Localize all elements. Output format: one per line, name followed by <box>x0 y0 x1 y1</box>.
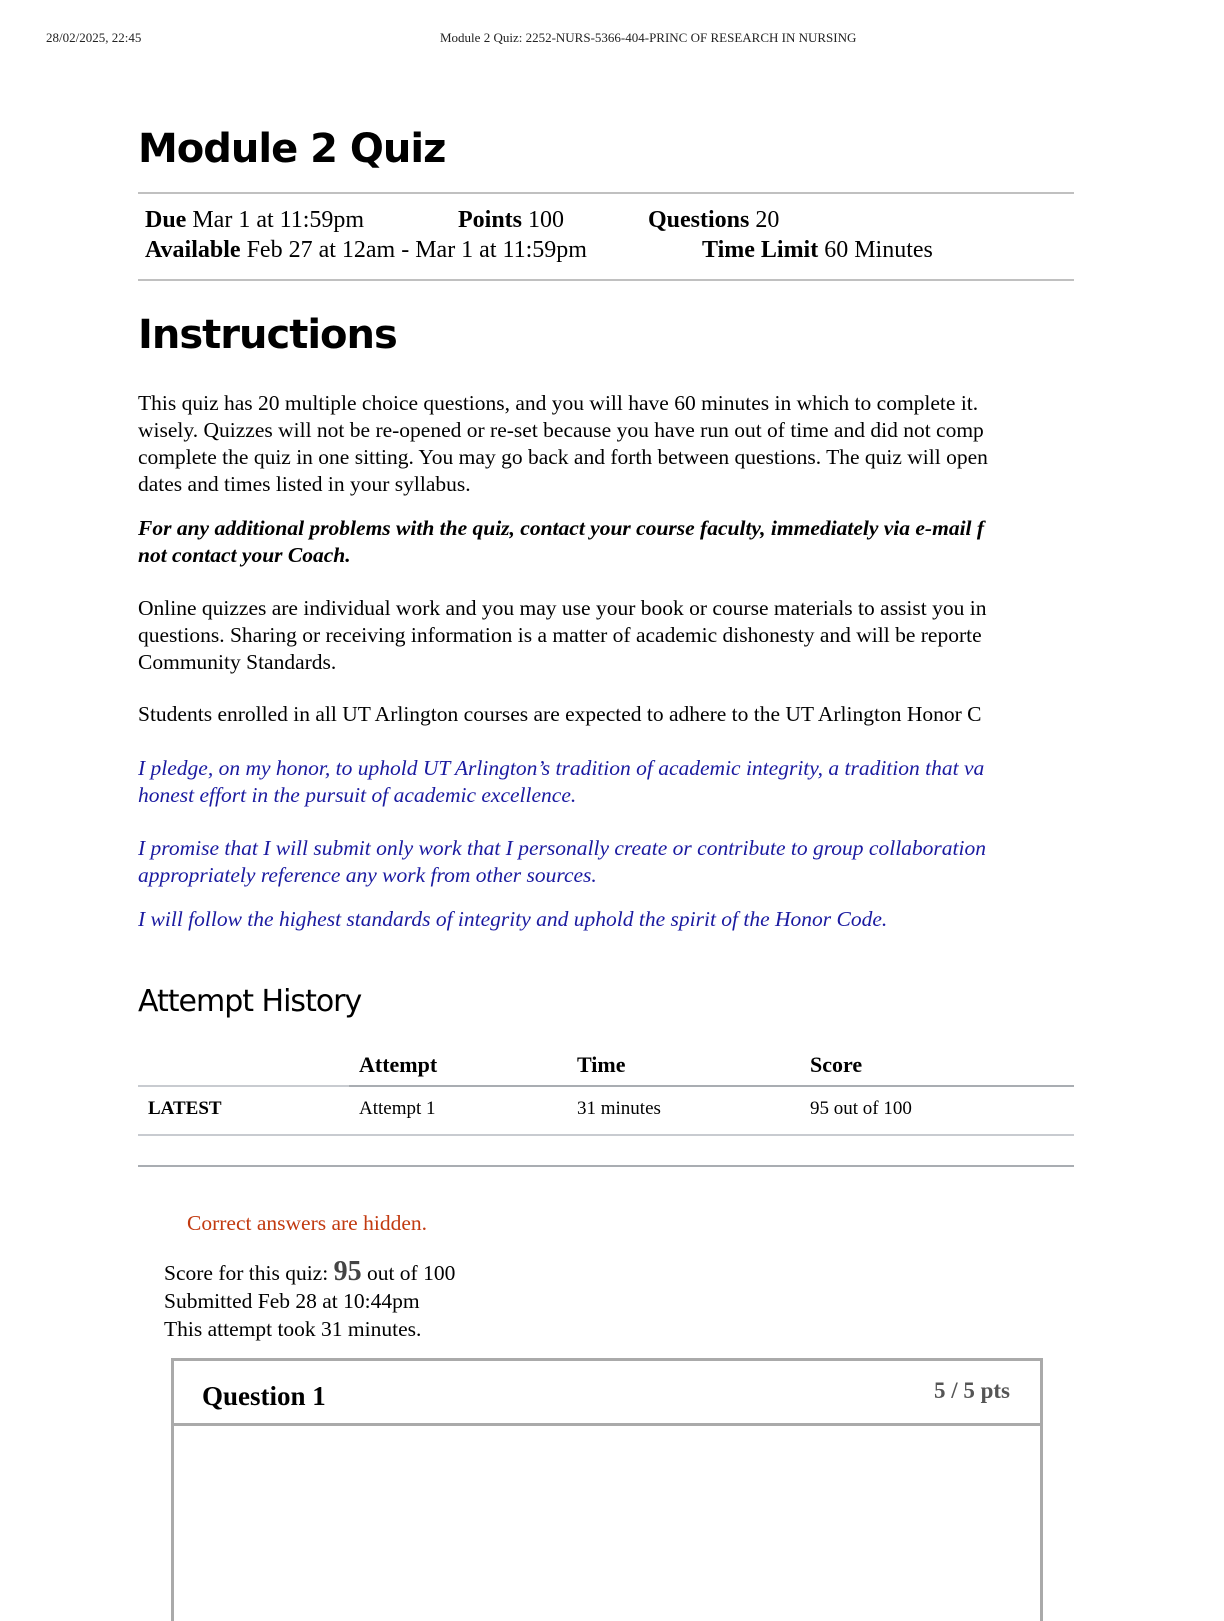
print-datetime: 28/02/2025, 22:45 <box>46 30 142 45</box>
due-label: Due <box>145 207 187 233</box>
question-header <box>174 1361 1040 1426</box>
points-info <box>458 207 564 234</box>
text-line: questions. Sharing or receiving information is a matter of academic dishonesty and will be reporte <box>138 623 982 647</box>
instructions-paragraph-1 <box>138 390 1078 498</box>
question-card <box>171 1358 1043 1621</box>
print-header <box>0 30 1224 50</box>
due-value: Mar 1 at 11:59pm <box>192 207 365 233</box>
quiz-score-summary <box>164 1258 455 1343</box>
quiz-meta-row-2 <box>145 237 1045 267</box>
questions-label: Questions <box>648 207 750 233</box>
score-suffix: out of 100 <box>361 1261 456 1285</box>
table-header-rule <box>138 1085 349 1087</box>
points-label: Points <box>458 207 523 233</box>
due-info <box>145 207 364 234</box>
text-line: complete the quiz in one sitting. You may go back and forth between questions. The quiz will open <box>138 445 988 469</box>
submitted-time: Submitted Feb 28 at 10:44pm <box>164 1289 420 1313</box>
instructions-heading: Instructions <box>138 312 397 358</box>
quiz-meta-row-1 <box>145 207 1045 237</box>
score-line <box>164 1258 455 1287</box>
honor-pledge-2 <box>138 835 1078 889</box>
score-prefix: Score for this quiz: <box>164 1261 334 1285</box>
text-line: I pledge, on my honor, to uphold UT Arlington’s tradition of academic integrity, a tradition that va <box>138 756 985 780</box>
text-line: I will follow the highest standards of integrity and uphold the spirit of the Honor Code. <box>138 907 888 931</box>
text-line: appropriately reference any work from other sources. <box>138 863 597 887</box>
text-line: Online quizzes are individual work and you may use your book or course materials to assist you in <box>138 596 987 620</box>
column-header-score: Score <box>810 1052 863 1077</box>
text-line: wisely. Quizzes will not be re-opened or re-set because you have run out of time and did not comp <box>138 418 984 442</box>
text-line: not contact your Coach. <box>138 543 351 567</box>
instructions-contact-note <box>138 515 1078 569</box>
attempt-link[interactable]: Attempt 1 <box>359 1098 436 1119</box>
available-label: Available <box>145 237 241 263</box>
print-page-title: Module 2 Quiz: 2252-NURS-5366-404-PRINC OF RESEARCH IN NURSING <box>440 30 857 45</box>
time-limit-info <box>702 237 933 264</box>
page-title: Module 2 Quiz <box>138 126 446 172</box>
attempt-time: 31 minutes <box>577 1098 661 1119</box>
attempt-duration: This attempt took 31 minutes. <box>164 1317 422 1341</box>
instructions-paragraph-4 <box>138 701 1078 728</box>
points-value: 100 <box>528 207 565 233</box>
question-points: 5 / 5 pts <box>933 1378 1010 1403</box>
text-line: For any additional problems with the quiz, contact your course faculty, immediately via e-mail f <box>138 516 985 540</box>
text-line: honest effort in the pursuit of academic excellence. <box>138 783 577 807</box>
text-line: Students enrolled in all UT Arlington courses are expected to adhere to the UT Arlington Honor C <box>138 702 982 726</box>
question-title: Question 1 <box>202 1381 326 1411</box>
time-limit-value: 60 Minutes <box>824 237 933 263</box>
column-header-attempt: Attempt <box>359 1052 438 1077</box>
available-value: Feb 27 at 12am - Mar 1 at 11:59pm <box>246 237 587 263</box>
score-value: 95 <box>333 1256 362 1287</box>
column-header-time: Time <box>577 1052 626 1077</box>
text-line: I promise that I will submit only work that I personally create or contribute to group collaboration <box>138 836 986 860</box>
table-header-rule <box>349 1085 1074 1087</box>
text-line: Community Standards. <box>138 650 337 674</box>
questions-info <box>648 207 779 234</box>
divider <box>138 192 1074 194</box>
divider <box>138 279 1074 281</box>
questions-value: 20 <box>755 207 780 233</box>
table-row-rule <box>138 1134 1074 1136</box>
attempt-score: 95 out of 100 <box>810 1098 912 1119</box>
text-line: dates and times listed in your syllabus. <box>138 472 471 496</box>
correct-answers-hidden-notice: Correct answers are hidden. <box>187 1211 427 1235</box>
honor-pledge-1 <box>138 755 1078 809</box>
row-label-latest: LATEST <box>148 1098 222 1119</box>
instructions-paragraph-3 <box>138 595 1078 676</box>
available-info <box>145 237 587 264</box>
attempt-history-heading: Attempt History <box>138 984 362 1019</box>
honor-pledge-3 <box>138 906 1078 933</box>
text-line: This quiz has 20 multiple choice questions, and you will have 60 minutes in which to complete it. <box>138 391 979 415</box>
time-limit-label: Time Limit <box>702 237 819 263</box>
divider <box>138 1165 1074 1167</box>
